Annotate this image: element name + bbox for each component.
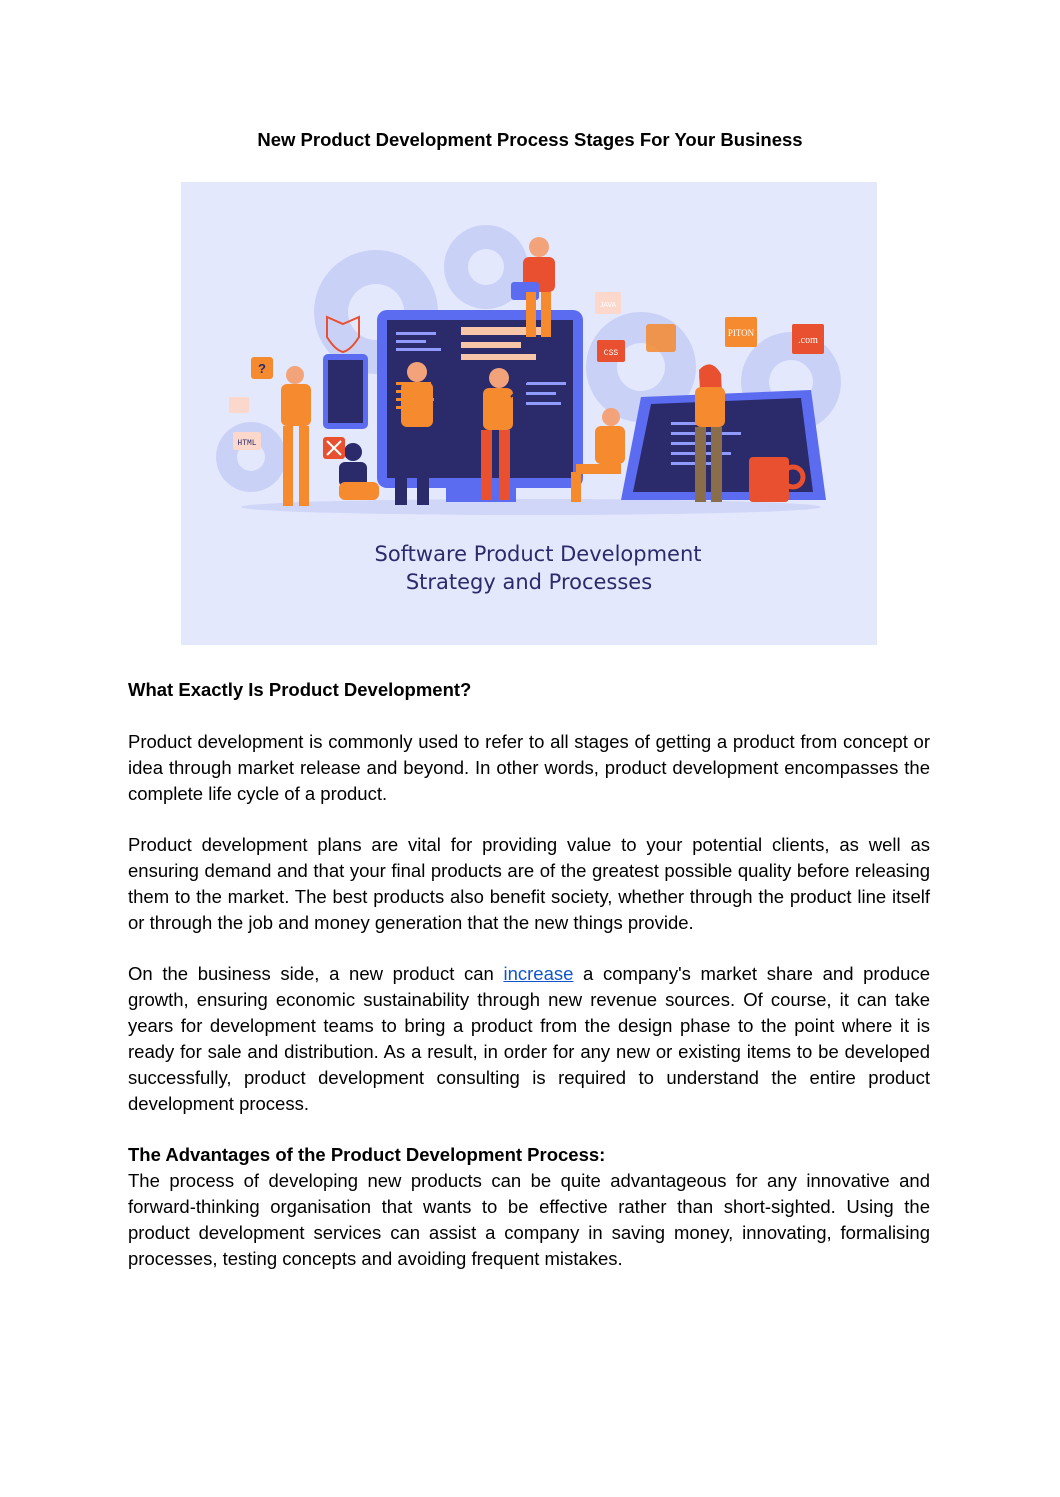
svg-text:?: ? [258, 361, 266, 376]
paragraph-text-start: On the business side, a new product can [128, 963, 504, 984]
tag-css: CSS [603, 349, 619, 358]
tag-html: HTML [237, 439, 257, 448]
section-heading: What Exactly Is Product Development? [128, 679, 472, 700]
paragraph-text: The process of developing new products can be quite advantageous for any innovative and forward-thinking organisation that wants to be effective rather than short-sighted. Using the product development services can assist a company in saving money, innovating, formalising processes, testing concepts and avoiding frequent mistakes. [128, 1170, 930, 1269]
paragraph-text-end: a company's market share and produce growth, ensuring economic sustainability through new revenue sources. Of course, it can take years for development teams to bring a product from the design phase to the point where it is ready for sale and distribution. As a result, in order for any new or existing items to be developed successfully, product development consulting is required to understand the entire product development process. [128, 963, 930, 1114]
paragraph-text: Product development is commonly used to refer to all stages of getting a product from concept or idea through market release and beyond. In other words, product development encompasses the complete life cycle of a product. [128, 731, 930, 804]
paragraph [128, 832, 930, 936]
section-heading: The Advantages of the Product Development Process: [128, 1144, 606, 1165]
tag-java: JAVA [599, 302, 617, 309]
hero-illustration [181, 182, 877, 645]
paragraph [128, 729, 930, 807]
paragraph-text: Product development plans are vital for providing value to your potential clients, as well as ensuring demand and that your final products are of the greatest possible quality before releasing them to the market. The best products also benefit society, whether through the product line itself or through the job and money generation that the new things provide. [128, 834, 930, 933]
hero-caption-line1: Software Product Development [374, 542, 702, 566]
increase-link[interactable]: increase [503, 963, 574, 984]
section-what-is [128, 677, 930, 703]
section-advantages [128, 1142, 930, 1272]
tag-piton: PITON [727, 328, 755, 338]
illustration-svg [181, 182, 877, 645]
document-title: New Product Development Process Stages For Your Business [257, 129, 803, 150]
paragraph-text [128, 961, 930, 1117]
tag-dotcom: .com [798, 335, 818, 346]
paragraph [128, 961, 930, 1117]
hero-caption-line2: Strategy and Processes [405, 570, 653, 594]
